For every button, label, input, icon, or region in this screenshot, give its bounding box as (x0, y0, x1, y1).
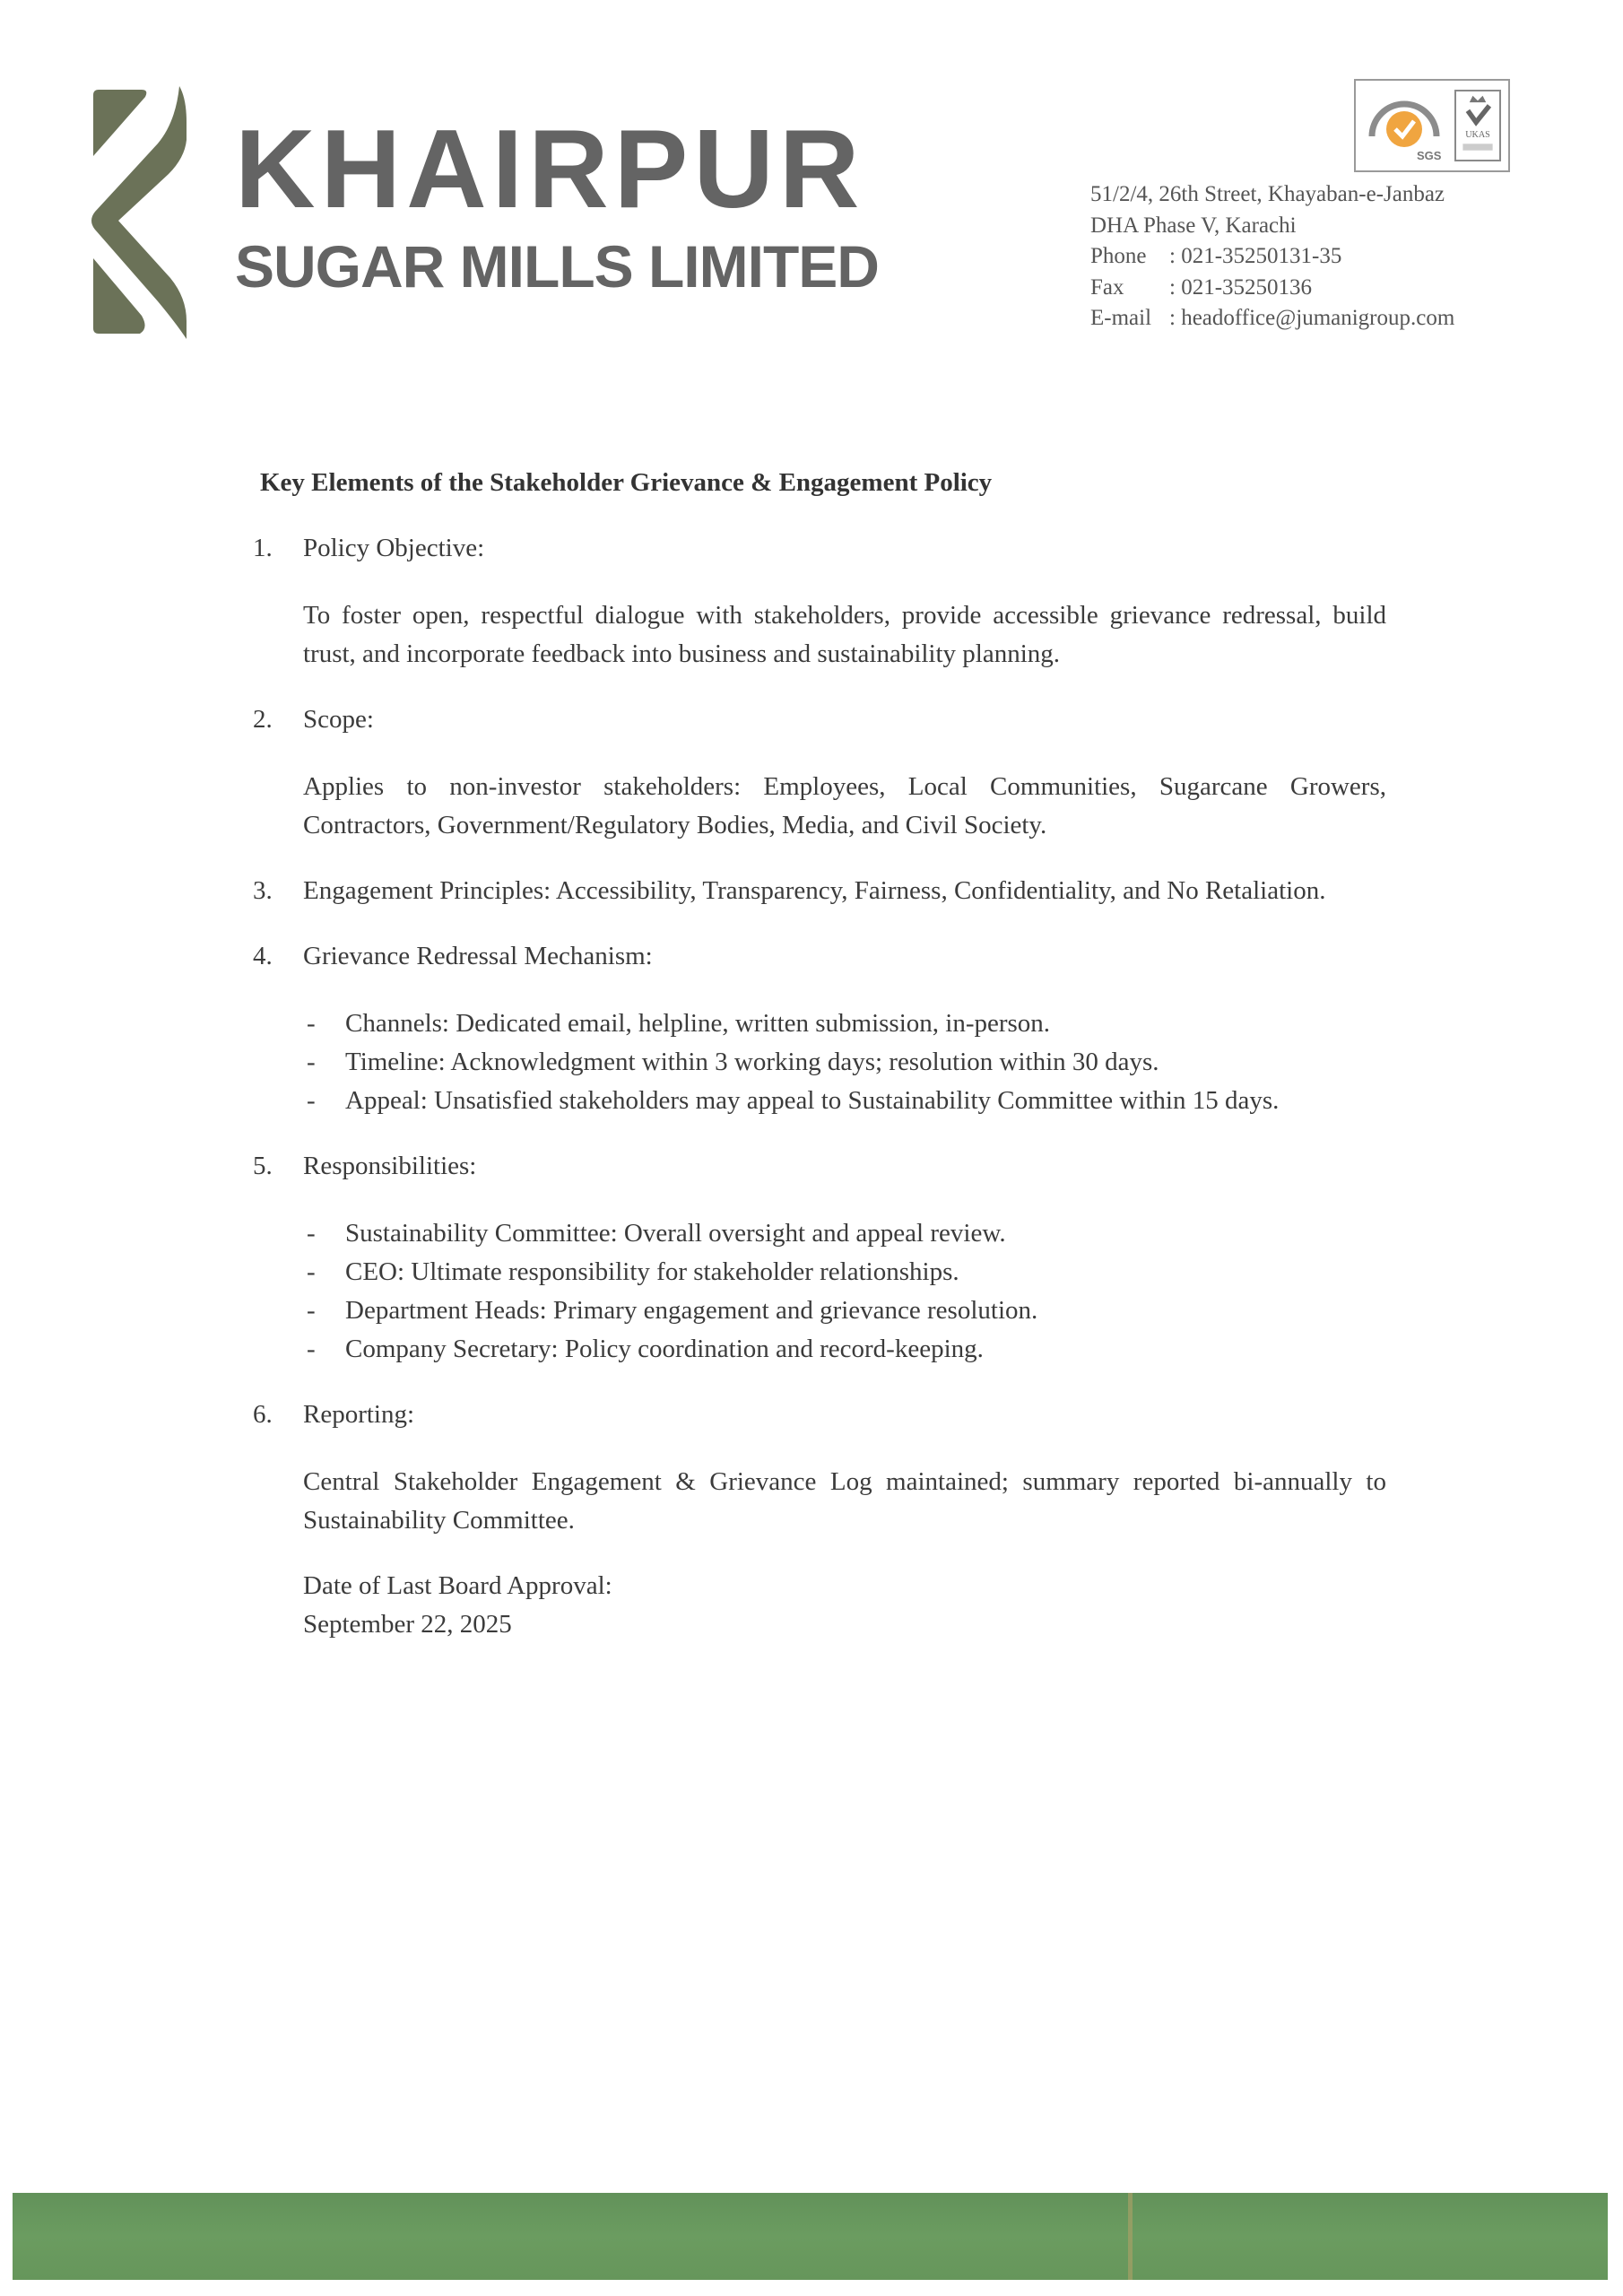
list-item-text: Timeline: Acknowledgment within 3 working days; resolution within 30 days. (345, 1048, 1159, 1076)
bullet-marker: - (307, 1257, 316, 1286)
list-item-text: Company Secretary: Policy coordination and record-keeping. (345, 1335, 984, 1363)
list-item-text: Department Heads: Primary engagement and grievance resolution. (345, 1296, 1038, 1325)
list-item (303, 1082, 1386, 1120)
section-body: Applies to non-investor stakeholders: Employees, Local Communities, Sugarcane Growers, Contractors, Government/Regulatory Bodies, Media, and Civil Society. (303, 772, 1386, 839)
section-number: 6. (253, 1400, 273, 1429)
fax-value: : 021-35250136 (1169, 274, 1313, 300)
list-item-text: CEO: Ultimate responsibility for stakeholder relationships. (345, 1257, 959, 1286)
email-row (1090, 303, 1454, 335)
bullet-list (303, 1214, 1386, 1369)
list-item-text: Sustainability Committee: Overall oversight and appeal review. (345, 1219, 1006, 1248)
phone-label: Phone (1090, 244, 1147, 268)
section-grievance-mechanism (253, 937, 1386, 1120)
section-responsibilities (253, 1147, 1386, 1369)
list-item-text: Channels: Dedicated email, helpline, written submission, in-person. (345, 1009, 1051, 1038)
phone-row (1090, 241, 1454, 273)
phone-value: : 021-35250131-35 (1169, 244, 1342, 268)
fax-row (1090, 273, 1454, 304)
section-number: 4. (253, 942, 273, 970)
bullet-marker: - (307, 1009, 316, 1038)
section-number: 3. (253, 876, 273, 905)
bullet-marker: - (307, 1219, 316, 1248)
list-item-text: Appeal: Unsatisfied stakeholders may appeal to Sustainability Committee within 15 days. (345, 1086, 1280, 1115)
ukas-certification-icon (1454, 90, 1501, 161)
company-name: KHAIRPUR (235, 108, 865, 231)
section-engagement-principles (253, 872, 1386, 910)
document-title: Key Elements of the Stakeholder Grievance & Engagement Policy (260, 468, 993, 497)
section-heading: Scope: (303, 705, 374, 734)
certification-badges (1354, 79, 1510, 172)
section-heading: Reporting: (303, 1400, 415, 1429)
bullet-marker: - (307, 1086, 316, 1115)
approval-label: Date of Last Board Approval: (303, 1571, 612, 1600)
section-heading: Responsibilities: (303, 1152, 477, 1180)
section-policy-objective (253, 529, 1386, 674)
bullet-marker: - (307, 1048, 316, 1076)
sgs-label: SGS (1417, 149, 1442, 162)
fax-label: Fax (1090, 274, 1124, 300)
section-body: Central Stakeholder Engagement & Grievance Log maintained; summary reported bi-annually to Sustainability Committee. (303, 1467, 1386, 1535)
section-number: 2. (253, 705, 273, 734)
address-line-2: DHA Phase V, Karachi (1090, 213, 1297, 238)
section-body: To foster open, respectful dialogue with stakeholders, provide accessible grievance redressal, build trust, and incorporate feedback into business and sustainability planning. (303, 601, 1386, 668)
footer-stripe (1128, 2193, 1133, 2280)
section-heading: Engagement Principles: Accessibility, Transparency, Fairness, Confidentiality, and No Retaliation. (303, 876, 1326, 905)
email-value[interactable]: : headoffice@jumanigroup.com (1169, 306, 1455, 330)
list-item (303, 1004, 1386, 1043)
bullet-list (303, 1004, 1386, 1120)
list-item (303, 1214, 1386, 1253)
company-name-subtitle: SUGAR MILLS LIMITED (235, 233, 879, 300)
sgs-certification-icon (1363, 86, 1445, 163)
list-item (303, 1253, 1386, 1292)
list-item (303, 1292, 1386, 1330)
section-reporting (253, 1396, 1386, 1540)
bullet-marker: - (307, 1296, 316, 1325)
section-number: 1. (253, 534, 273, 562)
section-number: 5. (253, 1152, 273, 1180)
company-address (1090, 179, 1454, 335)
section-heading: Grievance Redressal Mechanism: (303, 942, 653, 970)
k-logo-icon (86, 86, 213, 339)
list-item (303, 1330, 1386, 1369)
ukas-label: UKAS (1465, 129, 1490, 140)
section-heading: Policy Objective: (303, 534, 485, 562)
footer-green-band (13, 2193, 1608, 2280)
list-item (303, 1043, 1386, 1082)
policy-content (253, 529, 1386, 1644)
address-line-1: 51/2/4, 26th Street, Khayaban-e-Janbaz (1090, 182, 1445, 206)
section-scope (253, 700, 1386, 845)
email-label: E-mail (1090, 306, 1152, 330)
bullet-marker: - (307, 1335, 316, 1363)
approval-date: September 22, 2025 (303, 1610, 512, 1639)
